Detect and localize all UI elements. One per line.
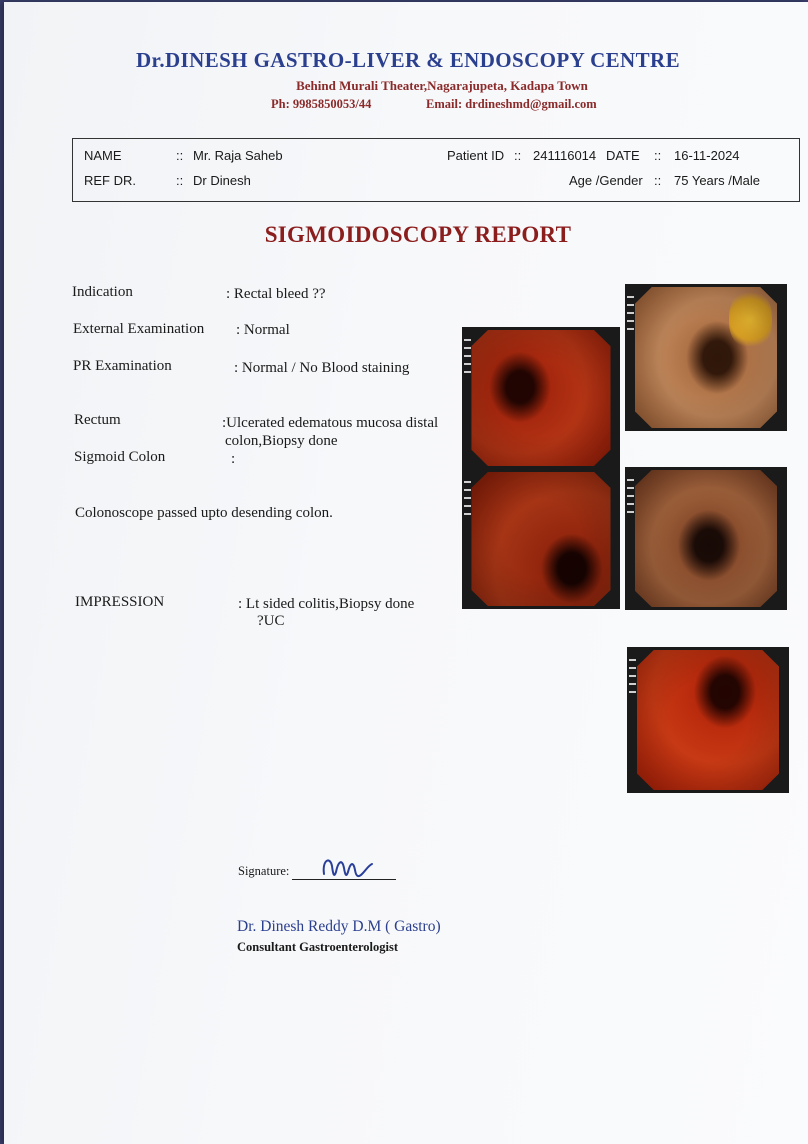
endoscopy-lens-5 — [637, 650, 780, 790]
doctor-name: Dr. Dinesh Reddy D.M ( Gastro) — [237, 918, 441, 935]
ref-separator: :: — [176, 173, 184, 188]
pr-exam-label: PR Examination — [73, 358, 172, 374]
debris-spot — [729, 290, 772, 349]
procedure-note: Colonoscope passed upto desending colon. — [75, 505, 333, 521]
endoscopy-image-4 — [625, 467, 787, 610]
endoscopy-lens-3 — [471, 472, 610, 606]
patient-id-label: Patient ID — [447, 148, 505, 163]
external-exam-label: External Examination — [73, 321, 205, 337]
endoscopy-lens-1 — [471, 330, 610, 466]
sigmoid-colon-value: : — [231, 451, 236, 467]
report-date: 16-11-2024 — [674, 148, 740, 163]
age-gender-separator: :: — [654, 173, 662, 188]
impression-value-line1: : Lt sided colitis,Biopsy done — [238, 596, 415, 612]
sigmoid-colon-label: Sigmoid Colon — [74, 449, 166, 465]
endoscopy-image-3 — [462, 469, 620, 609]
indication-value: : Rectal bleed ?? — [226, 286, 326, 302]
centre-address: Behind Murali Theater,Nagarajupeta, Kadapa Town — [296, 78, 588, 93]
pr-exam-value: : Normal / No Blood staining — [234, 360, 410, 376]
ref-doctor-label: REF DR. — [84, 173, 136, 188]
endoscopy-image-1 — [462, 327, 620, 469]
image-metadata — [464, 339, 472, 373]
rectum-value-line1: :Ulcerated edematous mucosa distal — [222, 415, 439, 431]
rectum-label: Rectum — [74, 412, 121, 428]
name-label: NAME — [84, 148, 122, 163]
centre-email: Email: drdineshmd@gmail.com — [426, 97, 597, 111]
patient-name: Mr. Raja Saheb — [193, 148, 283, 163]
indication-label: Indication — [72, 284, 133, 300]
centre-name: Dr.DINESH GASTRO-LIVER & ENDOSCOPY CENTRE — [135, 48, 680, 72]
centre-phone: Ph: 9985850053/44 — [271, 97, 372, 111]
external-exam-value: : Normal — [236, 322, 290, 338]
endoscopy-image-5 — [627, 647, 789, 793]
signature-label: Signature: — [238, 864, 290, 878]
endoscopy-lens-2 — [635, 287, 778, 428]
image-metadata — [627, 296, 635, 330]
endoscopy-image-2 — [625, 284, 787, 431]
report-title: SIGMOIDOSCOPY REPORT — [264, 222, 572, 247]
signature-mark — [320, 852, 374, 884]
image-metadata — [629, 659, 637, 693]
report-page — [4, 2, 808, 1144]
age-gender: 75 Years /Male — [674, 173, 761, 188]
impression-label: IMPRESSION — [75, 594, 165, 610]
endoscopy-lens-4 — [635, 470, 778, 607]
image-metadata — [627, 479, 635, 513]
impression-value-line2: ?UC — [257, 613, 285, 629]
doctor-title: Consultant Gastroenterologist — [237, 940, 398, 954]
image-metadata — [464, 481, 472, 515]
name-separator: :: — [176, 148, 184, 163]
age-gender-label: Age /Gender — [569, 173, 643, 188]
date-label: DATE — [606, 148, 640, 163]
ref-doctor: Dr Dinesh — [193, 173, 251, 188]
rectum-value-line2: colon,Biopsy done — [225, 433, 338, 449]
patient-id-separator: :: — [514, 148, 522, 163]
date-separator: :: — [654, 148, 662, 163]
patient-id: 241116014 — [533, 148, 597, 163]
